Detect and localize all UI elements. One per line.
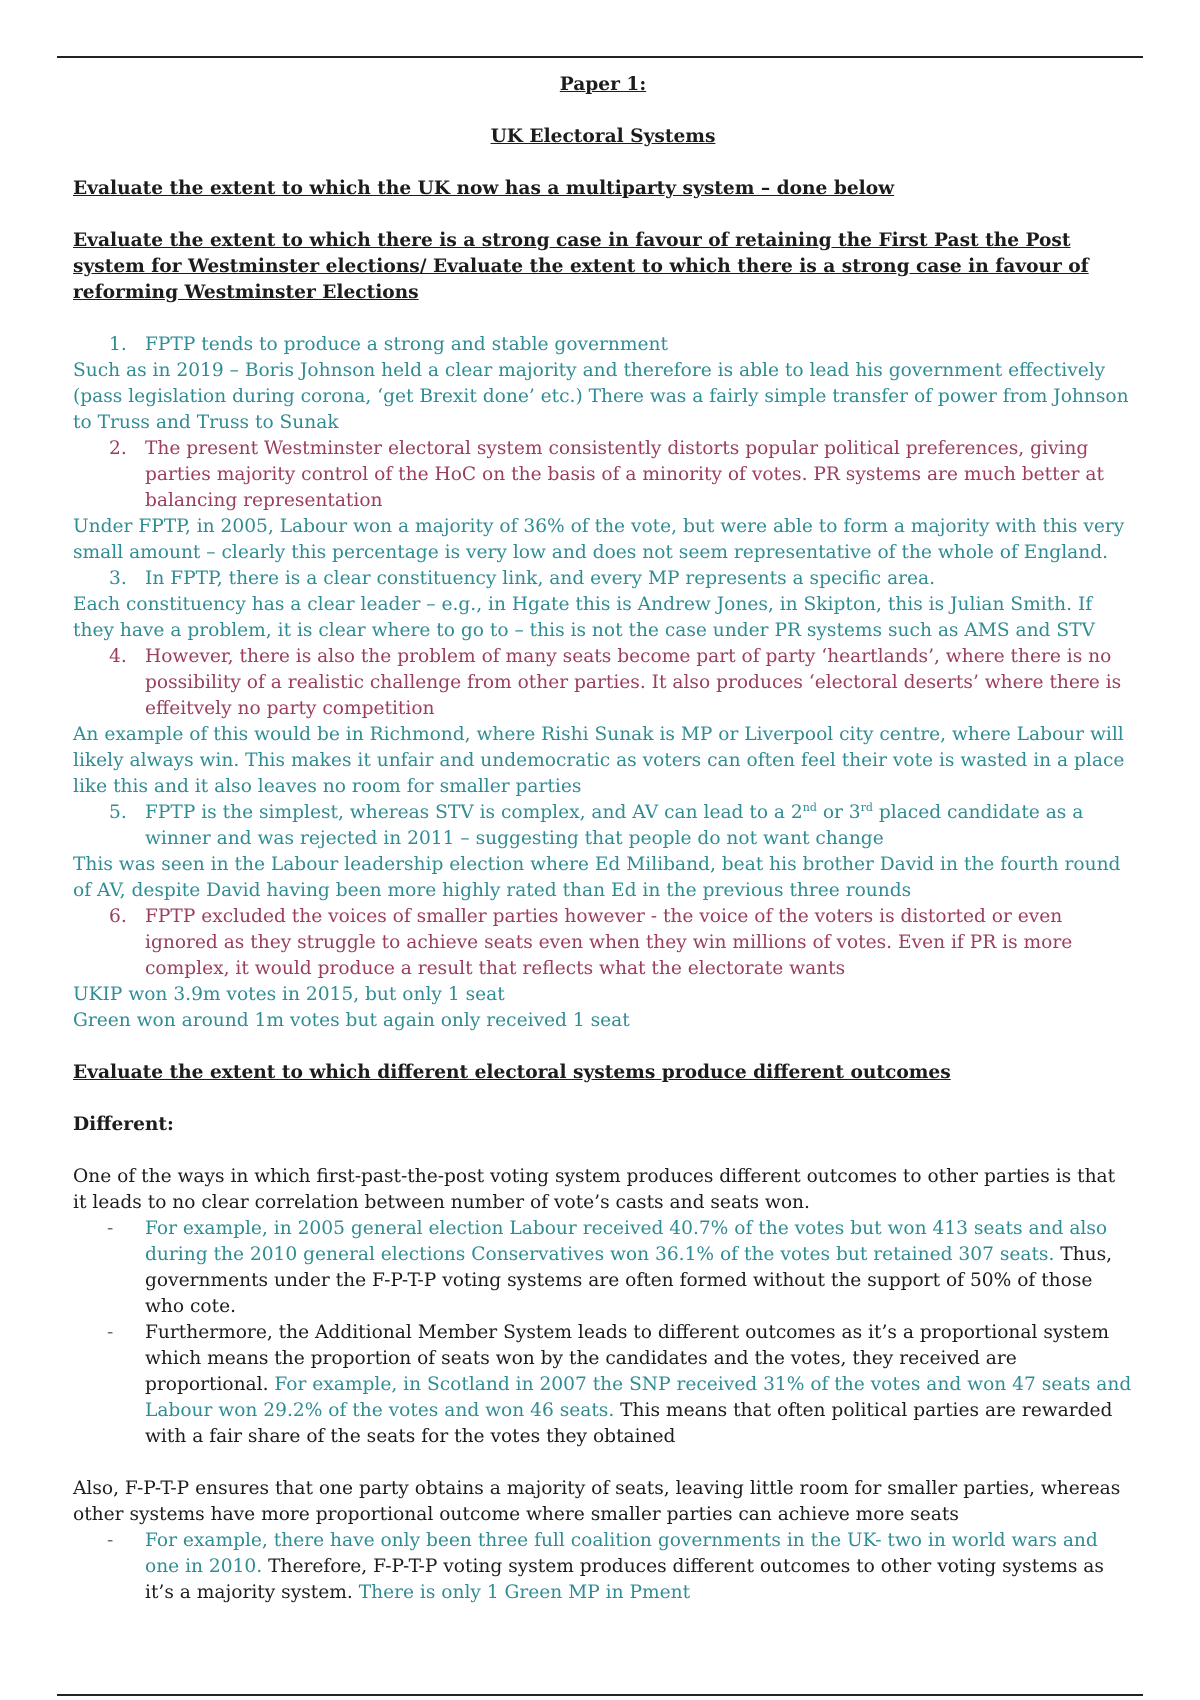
point-number: 3. [109,568,127,589]
point-example: Such as in 2019 – Boris Johnson held a clear majority and therefore is able to lead his government effectively (pass legislation during corona, ‘get Brexit done’ etc.) There was a fairly simple transfer of power from Johnson to Truss and Truss to Sunak [73,360,1129,433]
point-example: Under FPTP, in 2005, Labour won a majority of 36% of the vote, but were able to form a majority with this very small amount – clearly this percentage is very low and does not seem representative of the whole of England. [73,516,1125,563]
top-rule [57,56,1143,58]
bullet-dash: - [107,1530,114,1551]
point-text-part: FPTP is the simplest, whereas STV is complex, and AV can lead to a 2 [145,802,803,823]
point-4 [73,644,1133,722]
point-3 [73,566,1133,592]
bullet-lead: Furthermore, the Additional Member System leads to different outcomes as it’s a proportional system which means the proportion of seats won by the candidates and the votes, they received are proportional. [145,1322,1110,1395]
bullet-rest: This means that often political parties are rewarded with a fair share of the seats for the votes they obtained [145,1400,1113,1447]
point-text-part: or 3 [816,802,861,823]
point-text: However, there is also the problem of many seats become part of party ‘heartlands’, where there is no possibility of a realistic challenge from other parties. It also produces ‘electoral deserts’ where there is effeitvely no party competition [145,646,1122,719]
point-number: 5. [109,802,127,823]
bullet-dash: - [107,1218,114,1239]
point-example: UKIP won 3.9m votes in 2015, but only 1 seat [73,984,505,1005]
bullet-item [73,1216,1133,1320]
bullet-rest: Therefore, F-P-T-P voting system produces different outcomes to other voting systems as it’s a majority system. [145,1556,1104,1603]
point-example: An example of this would be in Richmond, where Rishi Sunak is MP or Liverpool city centre, where Labour will likely always win. This makes it unfair and undemocratic as voters can often feel their vote is wasted in a place like this and it also leaves no room for smaller parties [73,724,1125,797]
document-subtitle: UK Electoral Systems [490,126,716,147]
point-text: FPTP tends to produce a strong and stable government [145,334,668,355]
point-number: 4. [109,646,127,667]
question-multiparty: Evaluate the extent to which the UK now has a multiparty system – done below [73,178,895,199]
point-example: This was seen in the Labour leadership election where Ed Miliband, beat his brother David in the fourth round of AV, despite David having been more highly rated than Ed in the previous three rounds [73,854,1121,901]
bullet-item [73,1528,1133,1606]
point-text-part: placed candidate as a winner and was rejected in 2011 – suggesting that people do not want change [145,802,1084,849]
point-6 [73,904,1133,982]
point-example: Each constituency has a clear leader – e.g., in Hgate this is Andrew Jones, in Skipton, this is Julian Smith. If they have a problem, it is clear where to go to – this is not the case under PR systems such as AMS and STV [73,594,1095,641]
question-outcomes: Evaluate the extent to which different electoral systems produce different outcomes [73,1062,951,1083]
paragraph-majority: Also, F-P-T-P ensures that one party obtains a majority of seats, leaving little room for smaller parties, whereas other systems have more proportional outcome where smaller parties can achieve more seats [73,1478,1121,1525]
bullet-text [145,1528,1133,1606]
point-number: 1. [109,334,127,355]
point-number: 6. [109,906,127,927]
bullet-example: For example, in 2005 general election Labour received 40.7% of the votes but won 413 seats and also during the 2010 general elections Conservatives won 36.1% of the votes but retained 307 seats. [145,1218,1108,1265]
bullet-rest: Thus, governments under the F-P-T-P voting systems are often formed without the support of 50% of those who cote. [145,1244,1113,1317]
point-example: Green won around 1m votes but again only received 1 seat [73,1010,630,1031]
paragraph-fptp-correlation: One of the ways in which first-past-the-post voting system produces different outcomes to other parties is that it leads to no clear correlation between number of vote’s casts and seats won. [73,1166,1116,1213]
bottom-rule [57,1694,1143,1696]
point-text: In FPTP, there is a clear constituency link, and every MP represents a specific area. [145,568,936,589]
bullet-example: For example, in Scotland in 2007 the SNP received 31% of the votes and won 47 seats and Labour won 29.2% of the votes and won 46 seats. [145,1374,1132,1421]
bullet-dash: - [107,1322,114,1343]
bullet-example: For example, there have only been three full coalition governments in the UK- two in world wars and one in 2010. [145,1530,1098,1577]
bullet-text [145,1320,1133,1450]
question-fptp: Evaluate the extent to which there is a strong case in favour of retaining the First Past the Post system for Westminster elections/ Evaluate the extent to which there is a strong case in favour of reforming Westminster Elections [73,230,1089,303]
point-2 [73,436,1133,514]
point-1 [73,332,1133,358]
point-number: 2. [109,438,127,459]
point-text: The present Westminster electoral system consistently distorts popular political preferences, giving parties majority control of the HoC on the basis of a minority of votes. PR systems are much better at balancing representation [145,438,1104,511]
point-text: FPTP excluded the voices of smaller parties however - the voice of the voters is distorted or even ignored as they struggle to achieve seats even when they win millions of votes. Even if PR is more complex, it would produce a result that reflects what the electorate wants [145,906,1073,979]
bullet-text [145,1216,1133,1320]
section-label-different: Different: [73,1114,174,1135]
bullet-item [73,1320,1133,1450]
ordinal-suffix: nd [802,800,817,814]
bullet-example-2: There is only 1 Green MP in Pment [358,1582,691,1603]
point-5 [73,800,1133,852]
document-page [73,72,1133,1606]
paper-title: Paper 1: [559,74,647,95]
ordinal-suffix: rd [860,800,873,814]
point-text [145,800,1133,852]
